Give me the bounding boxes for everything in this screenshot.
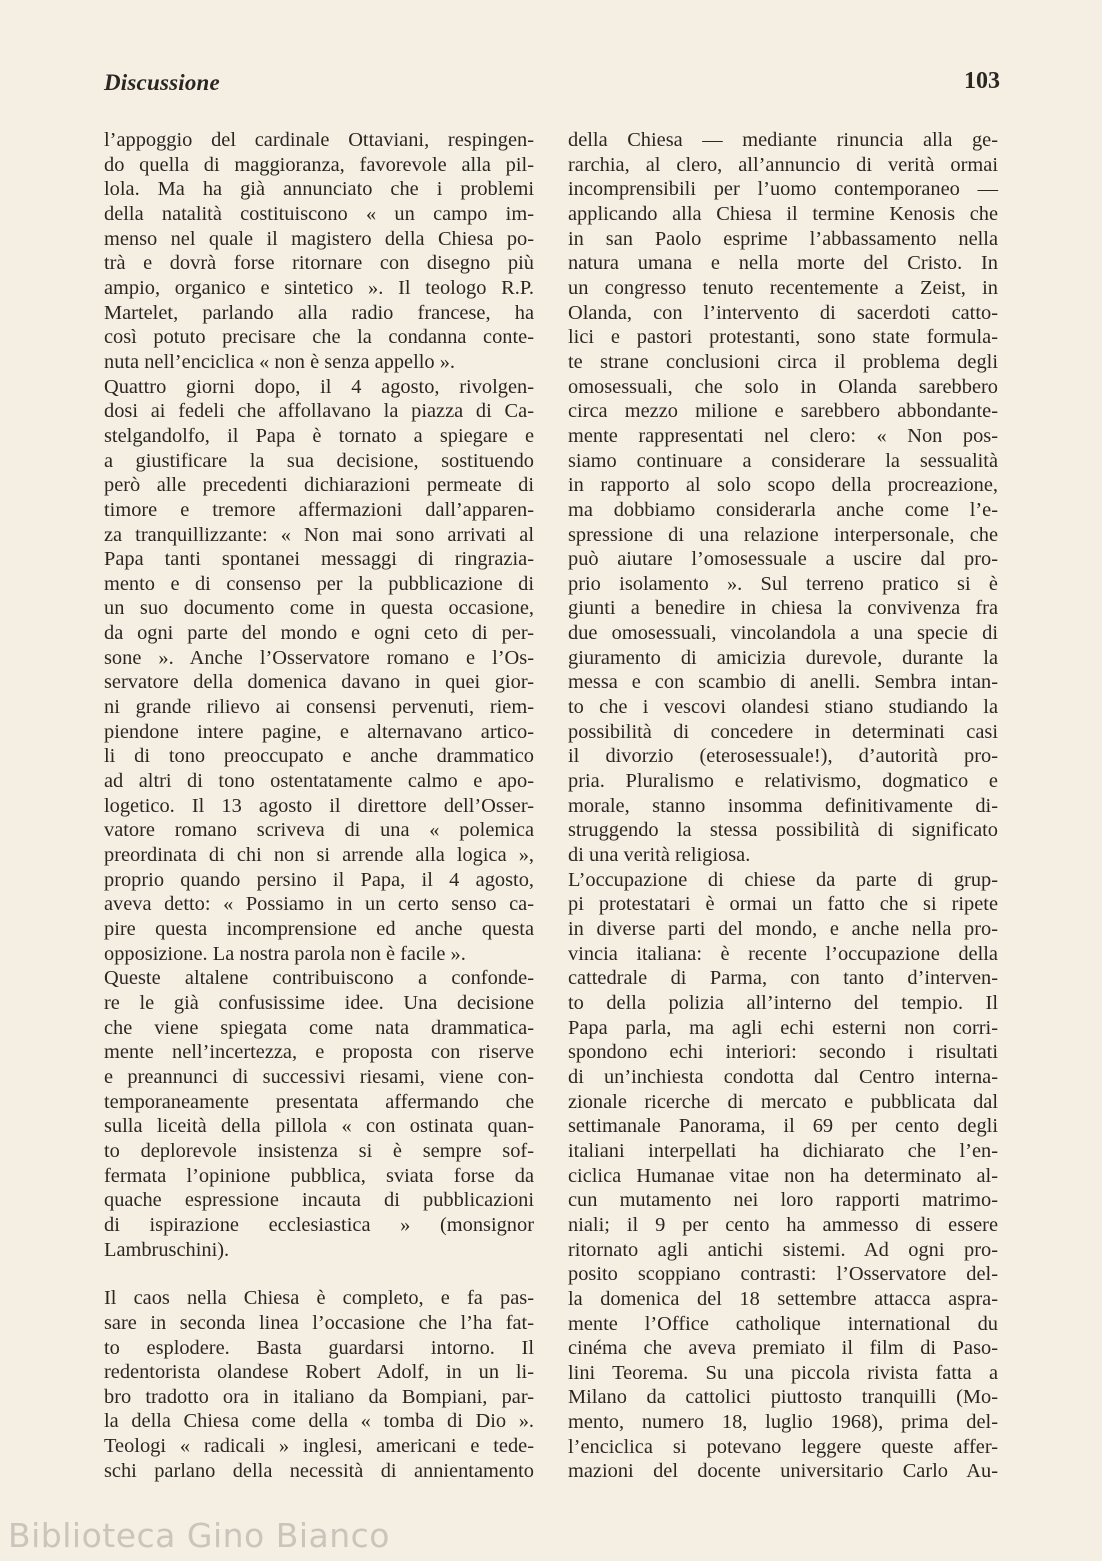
text-line: un suo documento come in questa occasione,	[104, 597, 534, 620]
text-line: za tranquillizzante: « Non mai sono arrivati al	[104, 523, 534, 546]
text-line: pria. Pluralismo e relativismo, dogmatico e	[568, 770, 998, 793]
text-line: però alle precedenti dichiarazioni permeate di	[104, 474, 534, 497]
text-line: vatore romano scriveva di una « polemica	[104, 819, 534, 842]
text-line: natura umana e nella morte del Cristo. In	[568, 252, 998, 275]
text-line: aveva detto: « Possiamo in un certo senso ca-	[104, 893, 534, 916]
text-line: niali; il 9 per cento ha ammesso di essere	[568, 1213, 998, 1236]
text-line: prio isolamento ». Sul terreno pratico si è	[568, 572, 998, 595]
text-line: rarchia, al clero, all’annuncio di verità ormai	[568, 153, 998, 176]
text-line: giunti a benedire in chiesa la convivenza fra	[568, 597, 998, 620]
text-line: lini Teorema. Su una piccola rivista fatta a	[568, 1361, 998, 1384]
text-line: italiani interpellati ha dichiarato che l’en-	[568, 1139, 998, 1162]
text-line: può aiutare l’omosessuale a uscire dal pro-	[568, 548, 998, 571]
text-line: to che i vescovi olandesi stiano studiando la	[568, 696, 998, 719]
text-line: temporaneamente presentata affermando che	[104, 1090, 534, 1113]
text-line: sare in seconda linea l’occasione che l’ha fat-	[104, 1311, 534, 1334]
text-line: opposizione. La nostra parola non è facile ».	[104, 942, 466, 965]
text-line: di ispirazione ecclesiastica » (monsignor	[104, 1213, 534, 1236]
text-line: proprio quando persino il Papa, il 4 agosto,	[104, 868, 534, 891]
text-line: Martelet, parlando alla radio francese, ha	[104, 301, 534, 324]
library-watermark: Biblioteca Gino Bianco	[8, 1516, 390, 1555]
text-line: mente l’Office catholique international du	[568, 1312, 998, 1335]
text-line: ritornato agli antichi sistemi. Ad ogni pro-	[568, 1238, 998, 1261]
text-line: un congresso tenuto recentemente a Zeist, in	[568, 276, 998, 299]
text-line: in san Paolo esprime l’abbassamento nella	[568, 227, 998, 250]
text-line: piendone intere pagine, e alternavano artico-	[104, 720, 534, 743]
text-line: che viene spiegata come nata drammatica-	[104, 1016, 534, 1039]
text-line: to esplodere. Basta guardarsi intorno. Il	[104, 1336, 534, 1359]
text-line: menso nel quale il magistero della Chiesa po-	[104, 227, 534, 250]
text-line: messa e con scambio di anelli. Sembra intan-	[568, 671, 998, 694]
text-line: timore e tremore affermazioni dall’apparen-	[104, 498, 534, 521]
left-text-column	[104, 128, 534, 1483]
page-header	[104, 66, 1000, 106]
text-line: della natalità costituiscono « un campo im-	[104, 202, 534, 225]
text-line: Papa tanti spontanei messaggi di ringrazia-	[104, 548, 534, 571]
text-line: di una verità religiosa.	[568, 844, 751, 867]
text-line: te strane conclusioni circa il problema degli	[568, 350, 998, 373]
text-line: da ogni parte del mondo e ogni ceto di per-	[104, 622, 534, 645]
text-line: l’appoggio del cardinale Ottaviani, respingen-	[104, 129, 534, 151]
text-line: ni grande rilievo ai consensi pervenuti, riem-	[104, 696, 534, 719]
text-line: nuta nell’enciclica « non è senza appello ».	[104, 350, 456, 373]
text-line: cinéma che aveva premiato il film di Paso-	[568, 1337, 998, 1360]
text-line: della Chiesa — mediante rinuncia alla ge-	[568, 129, 998, 151]
text-line: mento, numero 18, luglio 1968), prima del-	[568, 1411, 998, 1434]
text-line: L’occupazione di chiese da parte di grup-	[568, 868, 998, 891]
text-line: e preannunci di successivi riesami, viene con-	[104, 1065, 534, 1088]
text-line: così potuto precisare che la condanna conte-	[104, 326, 534, 349]
text-line: settimanale Panorama, il 69 per cento degli	[568, 1115, 998, 1138]
text-line: cattedrale di Parma, con tanto d’interven-	[568, 967, 998, 990]
text-line: in rapporto al solo scopo della procreazione,	[568, 474, 998, 497]
text-line: siamo continuare a considerare la sessualità	[568, 449, 998, 472]
text-line: to deplorevole insistenza si è sempre sof-	[104, 1139, 534, 1162]
text-line: bro tradotto ora in italiano da Bompiani, par-	[104, 1385, 534, 1408]
text-line: stelgandolfo, il Papa è tornato a spiegare e	[104, 424, 534, 447]
text-line: servatore della domenica davano in quei gior-	[104, 671, 534, 694]
text-line: pire questa incomprensione ed anche questa	[104, 918, 534, 940]
text-line: due omosessuali, vincolandola a una specie di	[568, 622, 998, 645]
text-line: pi protestatari è ormai un fatto che si ripete	[568, 893, 998, 916]
text-line: l’enciclica si potevano leggere queste affer-	[568, 1435, 998, 1458]
text-line: di un’inchiesta condotta dal Centro interna-	[568, 1065, 998, 1088]
text-line: fermata l’opinione pubblica, sviata forse da	[104, 1164, 534, 1187]
text-line: morale, stanno insomma definitivamente di-	[568, 794, 998, 817]
text-line: mento e di consenso per la pubblicazione di	[104, 572, 534, 595]
text-line: omosessuali, che solo in Olanda sarebbero	[568, 375, 998, 398]
text-line: trà e dovrà forse ritornare con disegno più	[104, 252, 534, 275]
text-line: li di tono preoccupato e anche drammatico	[104, 745, 534, 768]
text-line: ampio, organico e sintetico ». Il teologo R.P.	[104, 276, 534, 299]
text-line: sulla liceità della pillola « con ostinata quan-	[104, 1115, 534, 1138]
text-line: Olanda, con l’intervento di sacerdoti catto-	[568, 301, 998, 324]
text-line: il divorzio (eterosessuale!), d’autorità pro-	[568, 745, 998, 768]
text-line: spressione di una relazione interpersonale, che	[568, 523, 998, 546]
text-line: Lambruschini).	[104, 1238, 230, 1261]
text-line: quache espressione incauta di pubblicazioni	[104, 1189, 534, 1212]
text-line: lola. Ma ha già annunciato che i problemi	[104, 178, 534, 201]
text-line: lici e pastori protestanti, sono state formula-	[568, 326, 998, 349]
text-line: la della Chiesa come della « tomba di Dio ».	[104, 1410, 534, 1433]
text-line: spondono echi interiori: secondo i risultati	[568, 1041, 998, 1064]
text-line: Teologi « radicali » inglesi, americani e tede-	[104, 1435, 534, 1458]
text-line: preordinata di chi non si arrende alla logica »,	[104, 844, 534, 867]
text-line: zionale ricerche di mercato e pubblicata dal	[568, 1090, 998, 1113]
text-line: circa mezzo milione e sarebbero abbondante-	[568, 400, 998, 423]
text-line: redentorista olandese Robert Adolf, in un li-	[104, 1361, 534, 1384]
text-line: ma dobbiamo considerarla anche come l’e-	[568, 498, 998, 521]
text-line: to della polizia all’interno del tempio. Il	[568, 991, 998, 1014]
text-line: la domenica del 18 settembre attacca aspra-	[568, 1287, 998, 1310]
text-line: mazioni del docente universitario Carlo Au-	[568, 1460, 998, 1483]
running-title: Discussione	[104, 70, 220, 95]
text-line: sone ». Anche l’Osservatore romano e l’Os-	[104, 646, 534, 669]
text-line: re le già confusissime idee. Una decisione	[104, 991, 534, 1014]
text-line: Queste altalene contribuiscono a confonde-	[104, 967, 534, 990]
text-line: mente nell’incertezza, e proposta con riserve	[104, 1041, 534, 1064]
text-line: Il caos nella Chiesa è completo, e fa pas-	[104, 1287, 534, 1310]
text-line: applicando alla Chiesa il termine Kenosis che	[568, 202, 998, 225]
text-line: in diverse parti del mondo, e anche nella pro-	[568, 918, 998, 940]
text-line: logetico. Il 13 agosto il direttore dell’Osser-	[104, 794, 534, 817]
text-line: vincia italiana: è recente l’occupazione della	[568, 942, 998, 965]
text-line: a giustificare la sua decisione, sostituendo	[104, 449, 534, 472]
text-line: cun mutamento nei loro rapporti matrimo-	[568, 1189, 998, 1212]
page-number: 103	[964, 68, 1000, 94]
text-line: mente rappresentati nel clero: « Non pos-	[568, 424, 998, 447]
right-text-column	[568, 128, 998, 1484]
text-line: Papa parla, ma agli echi esterni non corri-	[568, 1016, 998, 1039]
text-line: giuramento di amicizia durevole, durante la	[568, 646, 998, 669]
text-line: ciclica Humanae vitae non ha determinato al-	[568, 1164, 998, 1187]
text-line: Milano da cattolici piuttosto tranquilli (Mo-	[568, 1386, 998, 1409]
text-line: ad altri di tono ostentatamente calmo e apo-	[104, 770, 534, 793]
text-line: schi parlano della necessità di annientamento	[104, 1459, 534, 1482]
text-line: possibilità di concedere in determinati casi	[568, 720, 998, 743]
text-line: struggendo la stessa possibilità di significato	[568, 819, 998, 842]
text-line: Quattro giorni dopo, il 4 agosto, rivolgen-	[104, 375, 534, 398]
text-line: posito scoppiano contrasti: l’Osservatore del-	[568, 1263, 998, 1286]
text-line: dosi ai fedeli che affollavano la piazza di Ca-	[104, 400, 534, 423]
text-line: do quella di maggioranza, favorevole alla pil-	[104, 153, 534, 176]
text-line: incomprensibili per l’uomo contemporaneo —	[568, 178, 998, 201]
